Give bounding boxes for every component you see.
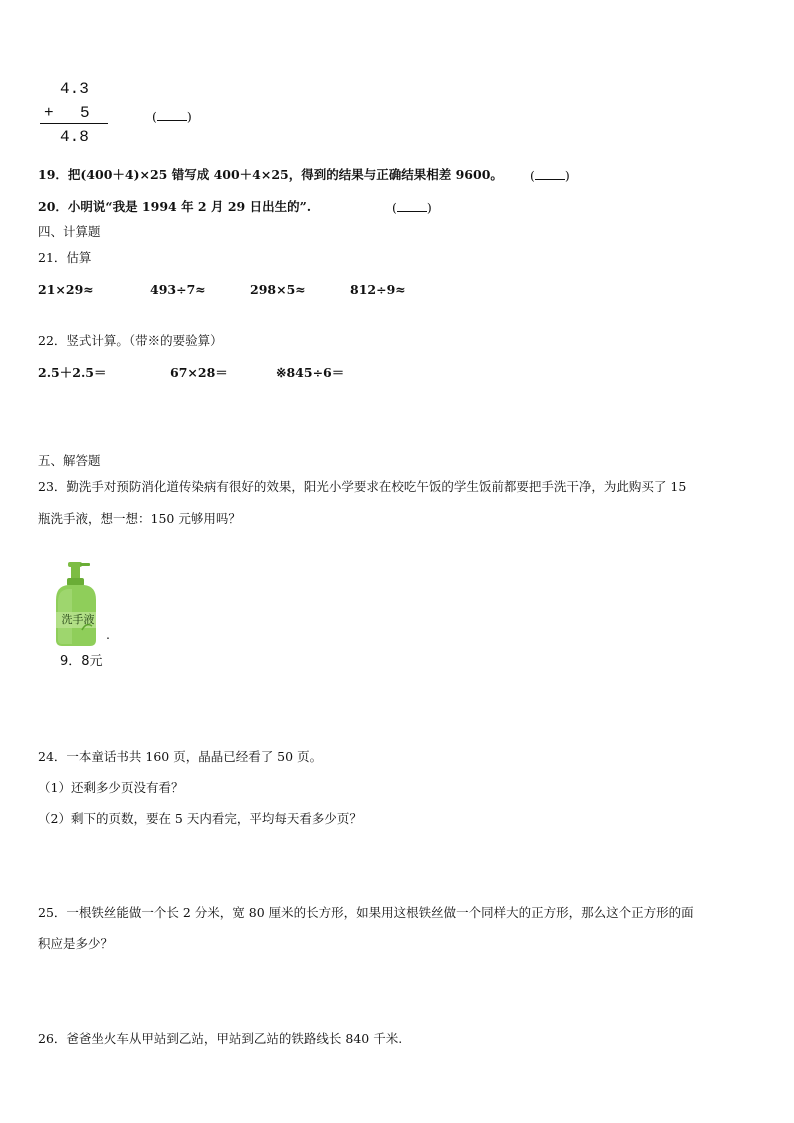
estimate-item-4: 812÷9≈	[350, 282, 406, 297]
question-26: 26．爸爸坐火车从甲站到乙站，甲站到乙站的铁路线长 840 千米.	[38, 1031, 403, 1046]
paren-open: (	[152, 109, 157, 124]
vertical-answer-blank[interactable]	[152, 108, 192, 125]
paren-close: )	[564, 168, 570, 183]
answer-blank[interactable]	[397, 199, 427, 212]
vertical-calc-item-3: ※845÷6＝	[276, 365, 345, 380]
question-20: 20．小明说“我是 1994 年 2 月 29 日出生的”.	[38, 199, 312, 214]
question-23-line-1: 23．勤洗手对预防消化道传染病有很好的效果，阳光小学要求在校吃午饭的学生饭前都要把手洗干净，为此购买了 15	[38, 479, 687, 494]
question-24-title: 24．一本童话书共 160 页，晶晶已经看了 50 页。	[38, 749, 323, 764]
paren-open: (	[392, 200, 397, 215]
section-4-title: 四、计算题	[38, 224, 101, 239]
dot-mark: .	[106, 627, 110, 642]
vertical-top-number: 4.3	[60, 80, 89, 98]
question-23-line-2: 瓶洗手液，想一想：150 元够用吗？	[38, 511, 241, 526]
vertical-calc-line	[40, 123, 108, 124]
price-label: 9．8元	[60, 654, 103, 669]
question-19-answer-blank[interactable]	[530, 167, 570, 184]
vertical-calc-item-2: 67×28＝	[170, 365, 228, 380]
estimate-item-2: 493÷7≈	[150, 282, 206, 297]
question-19: 19．把(400＋4)×25 错写成 400＋4×25，得到的结果与正确结果相差 9600。	[38, 167, 503, 182]
vertical-result-number: 4.8	[60, 128, 89, 146]
hand-soap-bottle-icon	[52, 560, 108, 650]
paren-close: )	[186, 109, 192, 124]
estimate-item-1: 21×29≈	[38, 282, 94, 297]
answer-blank[interactable]	[535, 167, 565, 180]
paren-open: (	[530, 168, 535, 183]
paren-close: )	[426, 200, 432, 215]
bottle-label: 洗手液	[61, 613, 95, 626]
vertical-second-number: 5	[80, 104, 90, 122]
estimate-item-3: 298×5≈	[250, 282, 306, 297]
question-24-sub-2: （2）剩下的页数，要在 5 天内看完，平均每天看多少页？	[38, 811, 362, 826]
answer-blank[interactable]	[157, 108, 187, 121]
question-24-sub-1: （1）还剩多少页没有看？	[38, 780, 184, 795]
question-22-title: 22．竖式计算。（带※的要验算）	[38, 333, 223, 348]
question-20-answer-blank[interactable]	[392, 199, 432, 216]
vertical-calc-item-1: 2.5＋2.5＝	[38, 365, 107, 380]
question-25-line-1: 25．一根铁丝能做一个长 2 分米，宽 80 厘米的长方形，如果用这根铁丝做一个同样大的正方形，那么这个正方形的面	[38, 905, 694, 920]
section-5-title: 五、解答题	[38, 453, 101, 468]
question-21-title: 21．估算	[38, 250, 92, 265]
question-25-line-2: 积应是多少？	[38, 936, 114, 951]
plus-sign: +	[44, 104, 54, 122]
hand-soap-bottle-image	[52, 560, 108, 650]
